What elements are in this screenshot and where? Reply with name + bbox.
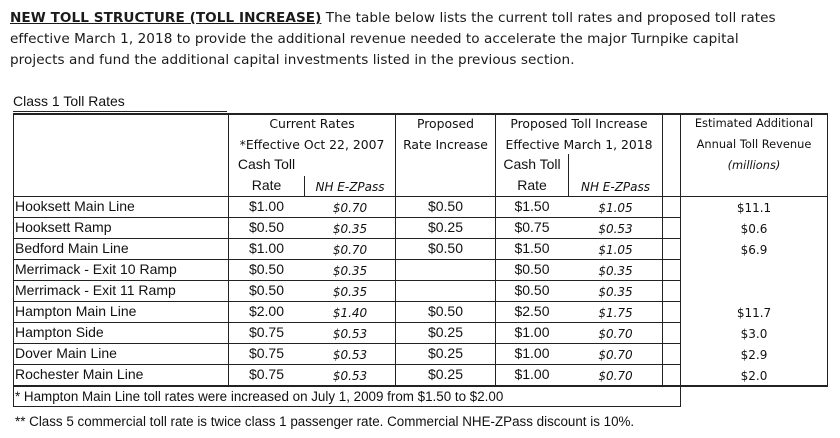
table-rule <box>13 113 828 115</box>
table-rule <box>13 343 681 344</box>
header-proposed-toll-increase: Proposed Toll Increase <box>510 116 648 131</box>
toll-location-name: Hooksett Main Line <box>15 198 135 214</box>
proposed-cash-rate: $0.50 <box>514 261 550 277</box>
table-rule <box>13 364 681 365</box>
section-heading: NEW TOLL STRUCTURE (TOLL INCREASE) <box>10 10 322 26</box>
proposed-ezpass-rate: $1.05 <box>598 201 633 215</box>
table-caption: Class 1 Toll Rates <box>13 93 227 112</box>
current-ezpass-rate: $0.35 <box>332 285 368 299</box>
proposed-ezpass-rate: $1.75 <box>598 306 633 320</box>
current-cash-rate: $0.50 <box>248 261 285 277</box>
table-rule <box>827 113 828 387</box>
header-proposed: Proposed <box>416 116 475 131</box>
proposed-ezpass-rate: $0.35 <box>598 285 633 299</box>
table-rule <box>13 406 681 407</box>
header-proposed-nh-ezpass: NH E-ZPass <box>580 180 651 194</box>
proposed-ezpass-rate: $0.70 <box>598 348 633 362</box>
estimated-revenue: $11.1 <box>736 201 772 215</box>
proposed-cash-rate: $0.50 <box>514 282 550 298</box>
table-rule <box>13 322 681 323</box>
proposed-cash-rate: $1.50 <box>514 240 550 256</box>
rate-increase: $0.50 <box>427 240 464 256</box>
footnote-hampton: * Hampton Main Line toll rates were increased on July 1, 2009 from $1.50 to $2.00 <box>15 389 504 404</box>
current-cash-rate: $0.75 <box>248 366 285 382</box>
table-rule <box>662 113 663 387</box>
table-rule <box>13 113 14 407</box>
proposed-cash-rate: $1.50 <box>514 198 550 214</box>
rate-increase: $0.25 <box>427 324 464 340</box>
current-cash-rate: $0.75 <box>248 324 285 340</box>
toll-location-name: Hampton Main Line <box>15 303 137 319</box>
estimated-revenue: $11.7 <box>736 306 772 320</box>
header-cash-toll: Cash Toll <box>237 156 296 172</box>
header-annual-toll-revenue: Annual Toll Revenue <box>696 137 812 151</box>
proposed-cash-rate: $0.75 <box>514 219 550 235</box>
estimated-revenue: $2.9 <box>740 348 768 362</box>
intro-text-line-1: The table below lists the current toll rates and proposed toll rates <box>321 10 776 26</box>
current-ezpass-rate: $0.53 <box>332 327 368 341</box>
rate-increase: $0.25 <box>427 345 464 361</box>
estimated-revenue: $6.9 <box>740 243 768 257</box>
current-cash-rate: $0.50 <box>248 282 285 298</box>
header-current-rates: Current Rates <box>269 116 355 131</box>
toll-location-name: Hampton Side <box>15 324 104 340</box>
estimated-revenue: $2.0 <box>740 369 768 383</box>
current-ezpass-rate: $0.53 <box>332 348 368 362</box>
current-cash-rate: $1.00 <box>248 240 285 256</box>
table-rule <box>13 385 828 387</box>
header-effective-march: Effective March 1, 2018 <box>505 137 653 152</box>
proposed-ezpass-rate: $0.70 <box>598 327 633 341</box>
rate-increase: $0.25 <box>427 366 464 382</box>
current-ezpass-rate: $0.35 <box>332 264 368 278</box>
toll-location-name: Merrimack - Exit 11 Ramp <box>15 282 176 298</box>
toll-location-name: Merrimack - Exit 10 Ramp <box>15 261 177 277</box>
proposed-ezpass-rate: $0.35 <box>598 264 633 278</box>
current-cash-rate: $2.00 <box>248 303 285 319</box>
table-rule <box>13 238 681 239</box>
table-rule <box>13 259 681 260</box>
rate-increase: $0.50 <box>427 303 464 319</box>
header-nh-ezpass: NH E-ZPass <box>315 180 385 194</box>
current-cash-rate: $0.75 <box>248 345 285 361</box>
current-cash-rate: $0.50 <box>248 219 285 235</box>
proposed-cash-rate: $1.00 <box>514 366 550 382</box>
current-ezpass-rate: $0.70 <box>332 243 368 257</box>
table-rule <box>13 301 681 302</box>
header-proposed-cash-toll: Cash Toll <box>503 156 561 172</box>
current-ezpass-rate: $1.40 <box>332 306 368 320</box>
toll-location-name: Rochester Main Line <box>15 366 144 382</box>
proposed-cash-rate: $2.50 <box>514 303 550 319</box>
intro-text-line-2: effective March 1, 2018 to provide the additional revenue needed to accelerate the major Turnpike capital <box>10 31 739 47</box>
intro-paragraph <box>10 8 832 71</box>
header-estimated-additional: Estimated Additional <box>694 116 814 130</box>
proposed-ezpass-rate: $0.53 <box>598 222 633 236</box>
estimated-revenue: $0.6 <box>740 222 768 236</box>
header-proposed-cash-rate: Rate <box>517 177 547 193</box>
header-current-effective: *Effective Oct 22, 2007 <box>239 137 385 152</box>
proposed-ezpass-rate: $0.70 <box>598 369 633 383</box>
current-ezpass-rate: $0.35 <box>332 222 368 236</box>
table-rule <box>13 217 681 218</box>
footnote-class5: ** Class 5 commercial toll rate is twice class 1 passenger rate. Commercial NHE-ZPass discount is 10%. <box>15 414 635 429</box>
current-ezpass-rate: $0.70 <box>332 201 368 215</box>
estimated-revenue: $3.0 <box>740 327 768 341</box>
toll-location-name: Dover Main Line <box>15 345 117 361</box>
toll-location-name: Hooksett Ramp <box>15 219 112 235</box>
toll-location-name: Bedford Main Line <box>15 240 129 256</box>
header-millions: (millions) <box>727 158 781 172</box>
proposed-ezpass-rate: $1.05 <box>598 243 633 257</box>
header-rate-increase: Rate Increase <box>403 137 488 152</box>
table-rule <box>13 196 828 197</box>
header-cash-rate: Rate <box>251 177 282 193</box>
current-ezpass-rate: $0.53 <box>332 369 368 383</box>
proposed-cash-rate: $1.00 <box>514 345 550 361</box>
rate-increase: $0.25 <box>427 219 464 235</box>
rate-increase: $0.50 <box>427 198 464 214</box>
intro-text-line-3: projects and fund the additional capital investments listed in the previous section. <box>10 52 575 68</box>
current-cash-rate: $1.00 <box>248 198 285 214</box>
proposed-cash-rate: $1.00 <box>514 324 550 340</box>
table-rule <box>13 280 681 281</box>
